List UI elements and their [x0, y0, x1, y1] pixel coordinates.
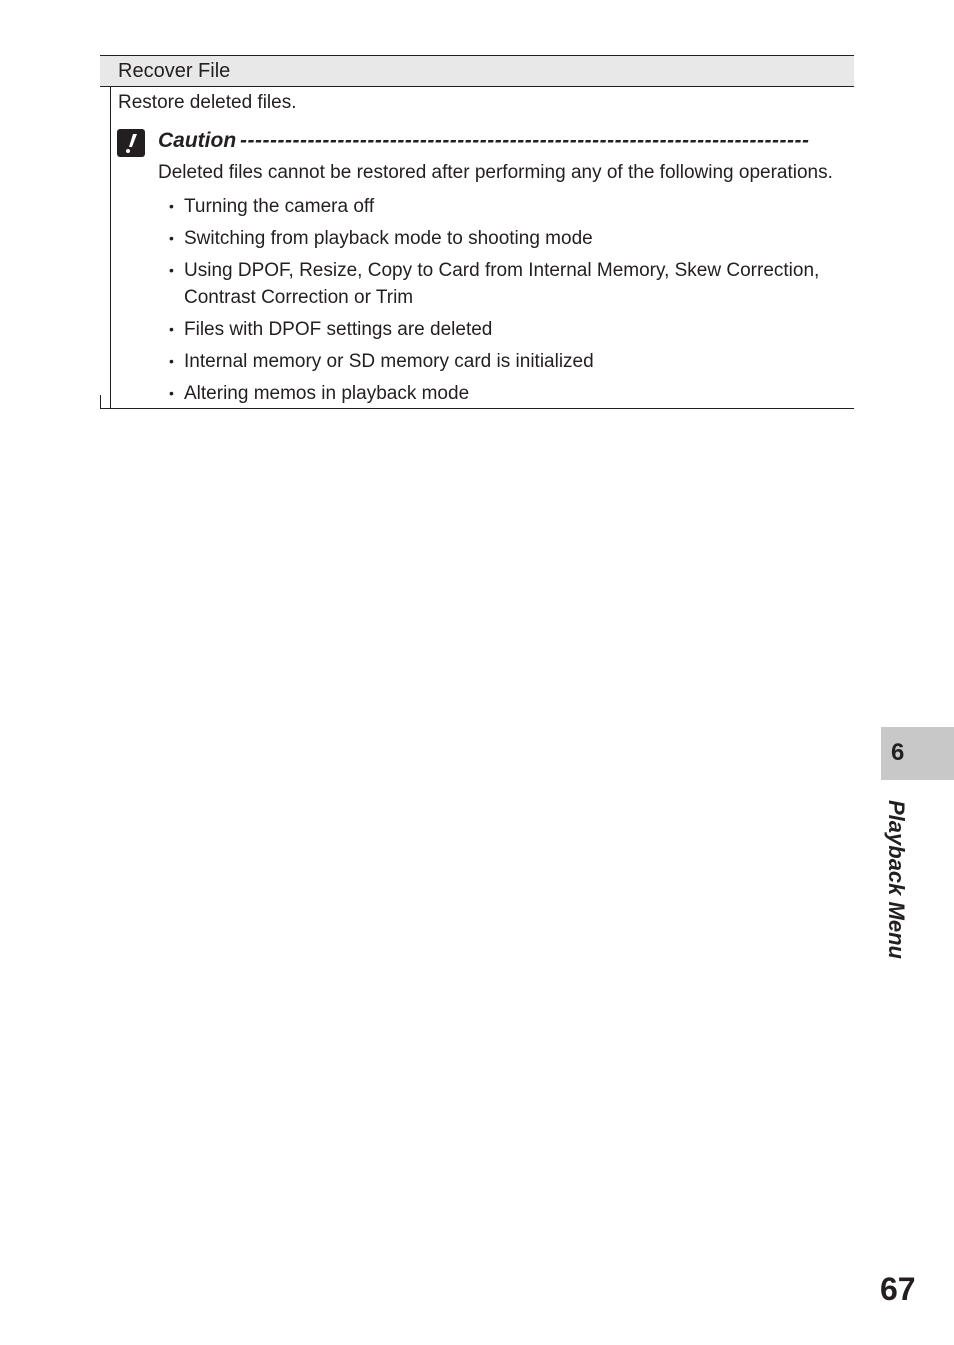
- page-number: 67: [880, 1271, 916, 1307]
- caution-intro: Deleted files cannot be restored after performing any of the following operations.: [158, 162, 833, 183]
- chapter-tab: [881, 727, 954, 780]
- caution-heading: Caution: [158, 129, 237, 152]
- chapter-number: 6: [891, 739, 905, 766]
- table-header-row: [100, 56, 854, 87]
- caution-list-item: • Using DPOF, Resize, Copy to Card from Internal Memory, Skew Correction, Contrast Correction or Trim: [168, 257, 848, 311]
- caution-icon: [117, 129, 145, 157]
- table-left-stub: [100, 395, 101, 409]
- caution-list-item: • Switching from playback mode to shooting mode: [168, 225, 848, 252]
- caution-icon-glyph: [117, 129, 145, 157]
- chapter-title: [880, 800, 910, 970]
- caution-list-item: • Files with DPOF settings are deleted: [168, 316, 848, 343]
- menu-item-description: Restore deleted files.: [118, 92, 297, 113]
- caution-list: [168, 193, 848, 412]
- menu-item-title: Recover File: [118, 60, 231, 82]
- caution-list-item: • Internal memory or SD memory card is initialized: [168, 348, 848, 375]
- caution-dashed-rule: ----------------------------------------------------------------------------: [240, 129, 810, 152]
- caution-list-item: • Turning the camera off: [168, 193, 848, 220]
- table-bottom-rule: [100, 408, 854, 409]
- chapter-title-text: Playback Menu: [884, 800, 909, 959]
- table-body-left-rule: [110, 87, 111, 409]
- caution-list-item: • Altering memos in playback mode: [168, 380, 848, 407]
